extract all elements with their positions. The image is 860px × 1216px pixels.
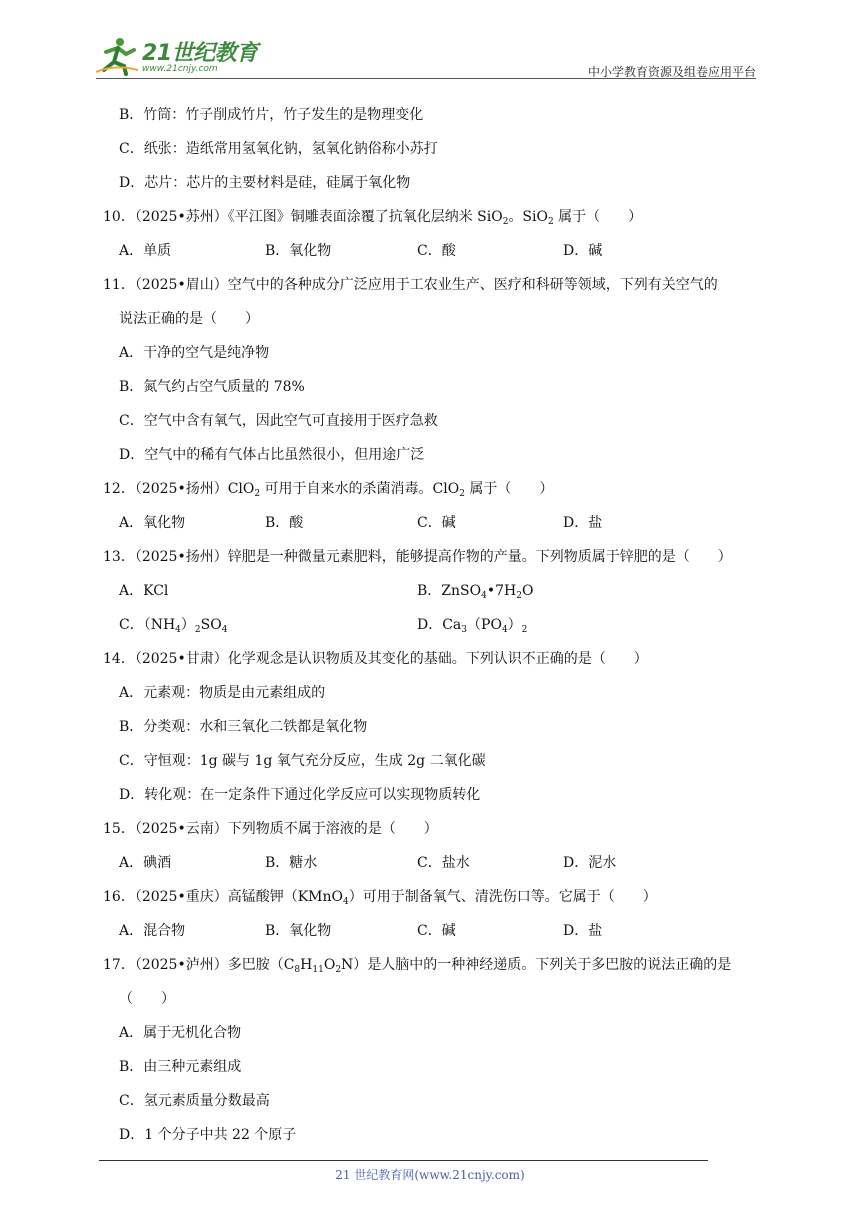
q16-option-a: A．混合物 <box>119 923 186 939</box>
q14-stem: 14．（2025•甘肃）化学观念是认识物质及其变化的基础。下列认识不正确的是（ ） <box>103 651 648 667</box>
q11-stem-line2: 说法正确的是（ ） <box>119 311 259 327</box>
q16-option-c: C．碱 <box>417 923 456 939</box>
footer-text: 21 世纪教育网(www.21cnjy.com) <box>335 1168 525 1182</box>
q9-option-c: C．纸张：造纸常用氢氧化钠，氢氧化钠俗称小苏打 <box>119 141 438 157</box>
q12-option-d: D．盐 <box>563 515 603 531</box>
q17-stem-line2: （ ） <box>119 991 175 1007</box>
q9-option-d: D．芯片：芯片的主要材料是硅，硅属于氧化物 <box>119 175 411 191</box>
q16-option-b: B．氧化物 <box>265 923 332 939</box>
q12-option-b: B．酸 <box>265 515 304 531</box>
q11-option-d: D．空气中的稀有气体占比虽然很小，但用途广泛 <box>119 447 425 463</box>
q10-option-d: D．碱 <box>563 243 603 259</box>
q13-option-a: A．KCl <box>119 583 169 599</box>
q11-stem-line1: 11．（2025•眉山）空气中的各种成分广泛应用于工农业生产、医疗和科研等领域，下列有关空气的 <box>103 277 718 293</box>
q10-option-b: B．氧化物 <box>265 243 332 259</box>
q15-option-d: D．泥水 <box>563 855 617 871</box>
logo-url: www.21cnjy.com <box>142 64 218 74</box>
q10-option-c: C．酸 <box>417 243 456 259</box>
q16-option-d: D．盐 <box>563 923 603 939</box>
page-header <box>96 30 756 78</box>
logo-text: 21世纪教育 <box>142 41 258 66</box>
runner-logo-icon <box>96 36 140 76</box>
q15-stem: 15．（2025•云南）下列物质不属于溶液的是（ ） <box>103 821 438 837</box>
footer-divider <box>99 1160 708 1161</box>
q12-option-c: C．碱 <box>417 515 456 531</box>
q14-option-b: B．分类观：水和三氧化二铁都是氧化物 <box>119 719 368 735</box>
q13-stem: 13．（2025•扬州）锌肥是一种微量元素肥料，能够提高作物的产量。下列物质属于锌肥的是（ ） <box>103 549 732 565</box>
q11-option-b: B．氮气约占空气质量的 78% <box>119 379 305 395</box>
q14-option-c: C．守恒观：1g 碳与 1g 氧气充分反应，生成 2g 二氧化碳 <box>119 753 486 769</box>
header-divider <box>96 78 756 79</box>
q13-option-d: D．$Ca_3(PO_4)_2$ <box>417 617 528 635</box>
q14-option-a: A．元素观：物质是由元素组成的 <box>119 685 326 701</box>
q17-option-c: C．氢元素质量分数最高 <box>119 1093 270 1109</box>
q13-option-b: B．$ZnSO_4•7H_2O$ <box>417 583 534 601</box>
q15-option-c: C．盐水 <box>417 855 470 871</box>
q16-stem: 16．（2025•重庆）高锰酸钾（KMnO$_4$）可用于制备氧气、清洗伤口等。它属于（ ） <box>103 889 657 907</box>
q12-stem: 12．（2025•扬州）ClO$_2$ 可用于自来水的杀菌消毒。ClO$_2$ 属于（ ） <box>103 481 554 499</box>
q9-option-b: B．竹筒：竹子削成竹片，竹子发生的是物理变化 <box>119 107 424 123</box>
logo <box>96 36 276 76</box>
q10-option-a: A．单质 <box>119 243 172 259</box>
q12-option-a: A．氧化物 <box>119 515 186 531</box>
q13-option-c: C．$(NH_4)_2SO_4$ <box>119 617 228 635</box>
platform-title: 中小学教育资源及组卷应用平台 <box>587 65 756 79</box>
q11-option-c: C．空气中含有氧气，因此空气可直接用于医疗急救 <box>119 413 438 429</box>
q14-option-d: D．转化观：在一定条件下通过化学反应可以实现物质转化 <box>119 787 481 803</box>
q17-stem-line1: 17．（2025•泸州）多巴胺$(C_8H_{11}O_2N)$是人脑中的一种神经递质。下列关于多巴胺的说法正确的是 <box>103 957 732 975</box>
q11-option-a: A．干净的空气是纯净物 <box>119 345 270 361</box>
q10-stem: 10．（2025•苏州）《平江图》铜雕表面涂覆了抗氧化层纳米 SiO$_2$。SiO$_2$ 属于（ ） <box>103 209 643 227</box>
q17-option-d: D．1 个分子中共 22 个原子 <box>119 1127 297 1143</box>
q17-option-a: A．属于无机化合物 <box>119 1025 242 1041</box>
q15-option-a: A．碘酒 <box>119 855 172 871</box>
q15-option-b: B．糖水 <box>265 855 318 871</box>
q17-option-b: B．由三种元素组成 <box>119 1059 242 1075</box>
